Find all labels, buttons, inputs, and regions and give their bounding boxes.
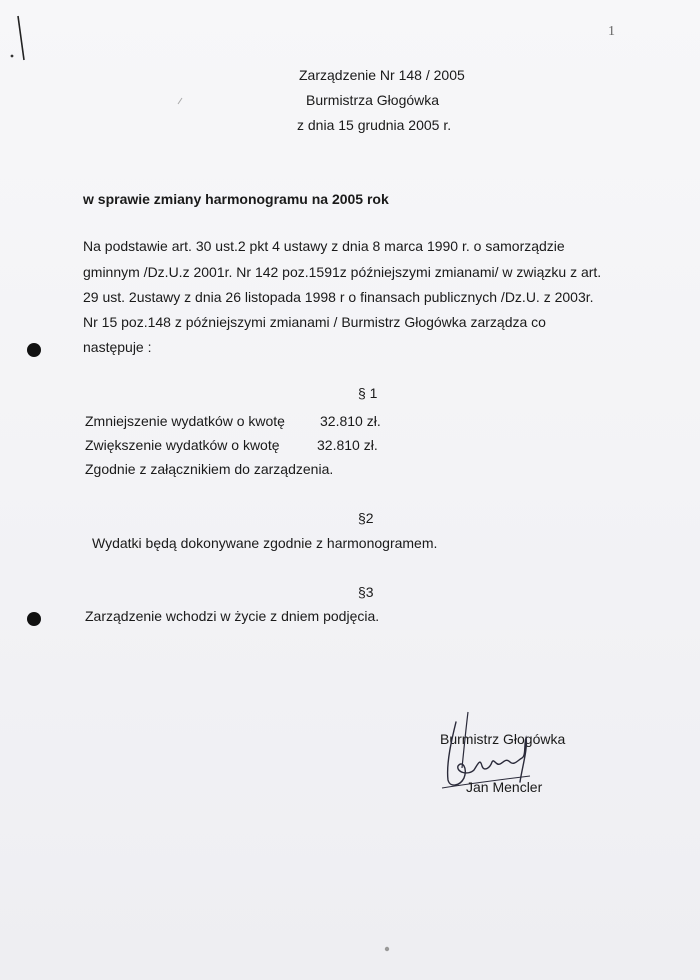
increase-label: Zwiększenie wydatków o kwotę xyxy=(85,437,280,453)
decrease-amount: 32.810 zł. xyxy=(320,413,381,429)
annex-note: Zgodnie z załącznikiem do zarządzenia. xyxy=(85,461,334,477)
header-issuer: Burmistrza Głogówka xyxy=(306,92,440,108)
page-number: 1 xyxy=(608,24,615,39)
decrease-label: Zmniejszenie wydatków o kwotę xyxy=(85,413,285,429)
section-3-heading: §3 xyxy=(358,584,374,600)
header-date: z dnia 15 grudnia 2005 r. xyxy=(297,117,452,133)
signatory-name: Jan Mencler xyxy=(466,779,543,795)
preamble-line: Na podstawie art. 30 ust.2 pkt 4 ustawy z dnia 8 marca 1990 r. o samorządzie xyxy=(83,238,565,254)
preamble-line: Nr 15 poz.148 z późniejszymi zmianami / Burmistrz Głogówka zarządza co xyxy=(83,314,546,330)
section-2-heading: §2 xyxy=(358,510,374,526)
punch-hole-top xyxy=(27,343,41,357)
increase-amount: 32.810 zł. xyxy=(317,437,378,453)
scan-speck xyxy=(176,96,184,106)
preamble-line: następuje : xyxy=(83,339,152,355)
preamble-line: 29 ust. 2ustawy z dnia 26 listopada 1998 r o finansach publicznych /Dz.U. z 2003r. xyxy=(83,289,594,305)
scan-speck xyxy=(382,944,392,954)
header-ordinance-number: Zarządzenie Nr 148 / 2005 xyxy=(299,67,465,83)
scan-edge-mark xyxy=(8,14,28,64)
section-1-heading: § 1 xyxy=(358,385,378,401)
section-3-text: Zarządzenie wchodzi w życie z dniem podjęcia. xyxy=(85,608,380,624)
punch-hole-bottom xyxy=(27,612,41,626)
section-2-text: Wydatki będą dokonywane zgodnie z harmonogramem. xyxy=(92,535,438,551)
document-subject: w sprawie zmiany harmonogramu na 2005 rok xyxy=(83,191,389,207)
preamble-line: gminnym /Dz.U.z 2001r. Nr 142 poz.1591z późniejszymi zmianami/ w związku z art. xyxy=(83,264,602,280)
signature-title: Burmistrz Głogówka xyxy=(440,731,566,747)
